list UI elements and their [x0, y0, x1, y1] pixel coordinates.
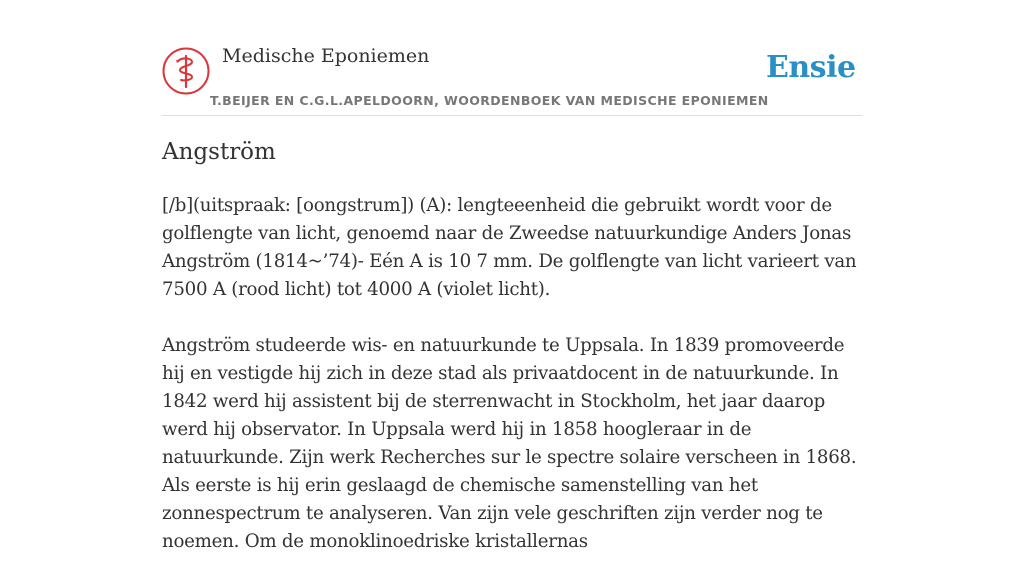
entry-paragraph: [/b](uitspraak: [oongstrum]) (A): lengteeenheid die gebruikt wordt voor de golflengte van licht, genoemd naar de Zweedse natuurkundige Anders Jonas Angström (1814~’74)- Eén A is 10 7 mm. De golflengte van licht varieert van 7500 A (rood licht) tot 4000 A (violet licht).	[162, 195, 857, 300]
divider	[162, 115, 862, 116]
brand-logo[interactable]: Ensie	[766, 50, 856, 85]
entry-paragraph: Angström studeerde wis- en natuurkunde te Uppsala. In 1839 promoveerde hij en vestigde hij zich in deze stad als privaatdocent in de natuurkunde. In 1842 werd hij assistent bij de sterrenwacht in Stockholm, het jaar daarop werd hij observator. In Uppsala werd hij in 1858 hoogleraar in de natuurkunde. Zijn werk Recherches sur le spectre solaire verscheen in 1868. Als eerste is hij erin geslaagd de chemische samenstelling van het zonnespectrum te analyseren. Van zijn vele geschriften zijn verder nog te noemen. Om de monoklinoedriske kristallernas	[162, 335, 857, 552]
caduceus-icon[interactable]	[162, 47, 210, 95]
entry-body	[162, 192, 868, 584]
source-title[interactable]: Medische Eponiemen	[222, 45, 430, 67]
entry-title: Angström	[162, 139, 276, 165]
source-subtitle[interactable]: T.BEIJER EN C.G.L.APELDOORN, WOORDENBOEK VAN MEDISCHE EPONIEMEN	[210, 93, 769, 108]
